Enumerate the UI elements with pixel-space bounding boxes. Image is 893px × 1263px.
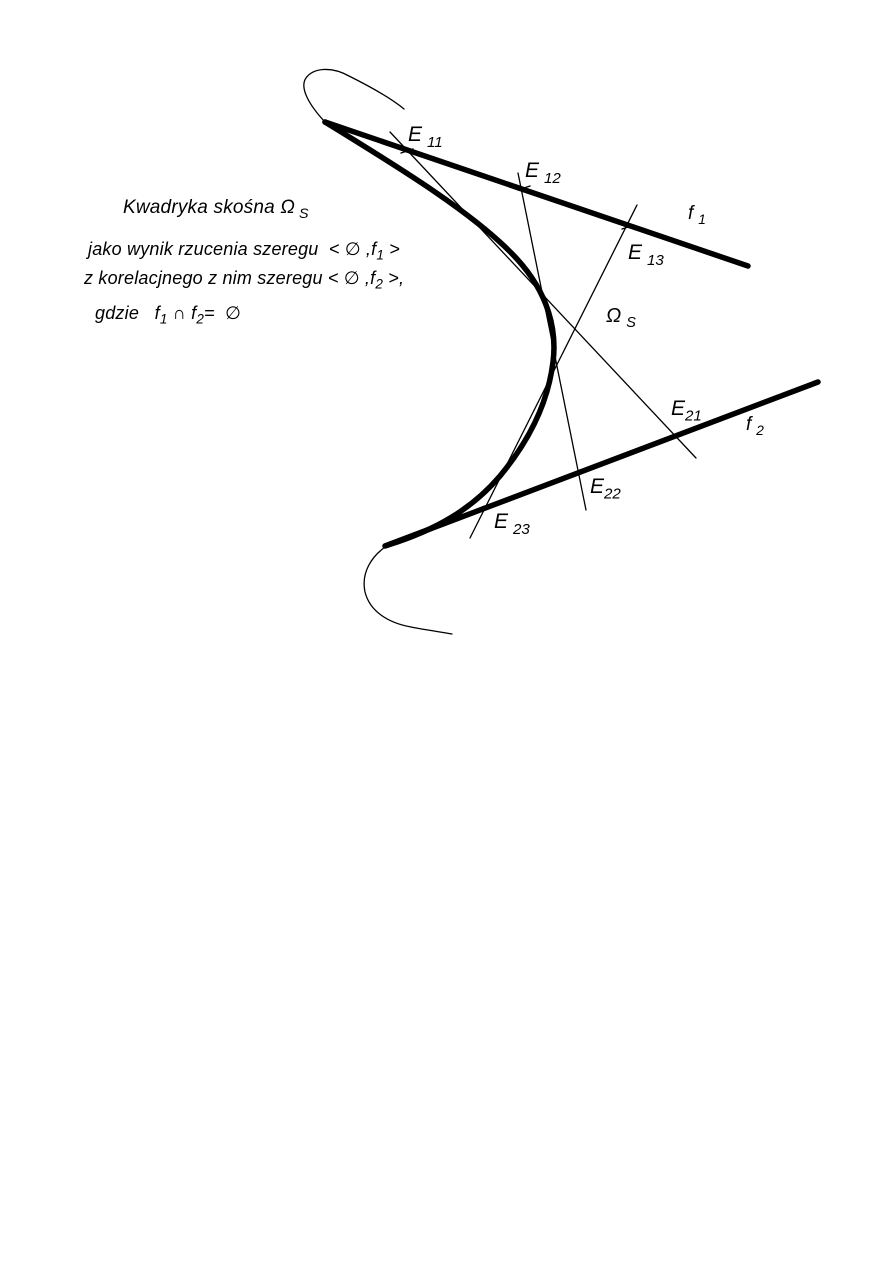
label-f2-base: f xyxy=(746,414,752,435)
label-e11-base: E xyxy=(408,123,423,146)
label-e11-subscript: 11 xyxy=(427,133,443,151)
label-e13-subscript: 13 xyxy=(647,251,664,269)
label-f2-subscript: 2 xyxy=(756,423,764,439)
description-line-1 xyxy=(123,197,309,222)
label-omega-s xyxy=(606,306,636,331)
label-e22-subscript: 22 xyxy=(604,485,621,503)
description-text: ∩ f xyxy=(167,303,197,323)
f1-subscript: 1 xyxy=(376,247,385,263)
description-line-3 xyxy=(84,268,404,292)
label-e13-base: E xyxy=(628,241,643,264)
label-e23-base: E xyxy=(494,510,509,533)
label-omega-s-subscript: S xyxy=(626,315,636,332)
label-e22 xyxy=(590,476,621,502)
label-e12 xyxy=(525,160,561,186)
description-line-4 xyxy=(95,303,241,327)
description-text: z korelacjnego z nim szeregu < ∅ ,f xyxy=(84,268,376,288)
description-text: jako wynik rzucenia szeregu < ∅ ,f xyxy=(88,239,377,259)
generator-e12-e22 xyxy=(518,173,586,510)
omega-symbol: Ω xyxy=(280,197,296,218)
label-omega-s-base: Ω xyxy=(606,305,622,327)
label-e21-subscript: 21 xyxy=(685,407,702,425)
label-e21 xyxy=(671,398,702,424)
label-f1-subscript: 1 xyxy=(698,212,706,228)
f1-subscript: 1 xyxy=(159,311,168,327)
description-text: = ∅ xyxy=(204,303,242,323)
description-text: > xyxy=(384,239,400,259)
label-e23-subscript: 23 xyxy=(513,520,530,538)
line-f2 xyxy=(385,382,818,546)
sketch-tail-bottom xyxy=(364,545,452,634)
f2-subscript: 2 xyxy=(196,311,205,327)
label-e12-subscript: 12 xyxy=(544,169,561,187)
sketch-tail-top xyxy=(304,69,404,122)
label-e12-base: E xyxy=(525,159,540,182)
description-line-2 xyxy=(88,239,400,263)
label-e21-base: E xyxy=(671,397,686,420)
label-e13 xyxy=(628,242,664,268)
f2-subscript: 2 xyxy=(375,276,384,292)
description-text: >, xyxy=(383,268,405,288)
description-text: gdzie f xyxy=(95,303,160,323)
description-text: Kwadryka skośna xyxy=(123,197,281,218)
label-e22-base: E xyxy=(590,475,605,498)
label-f2 xyxy=(746,415,764,438)
label-f1-base: f xyxy=(688,203,694,224)
label-e11 xyxy=(408,124,443,150)
omega-subscript: S xyxy=(299,205,309,222)
label-f1 xyxy=(688,204,706,227)
label-e23 xyxy=(494,511,530,537)
